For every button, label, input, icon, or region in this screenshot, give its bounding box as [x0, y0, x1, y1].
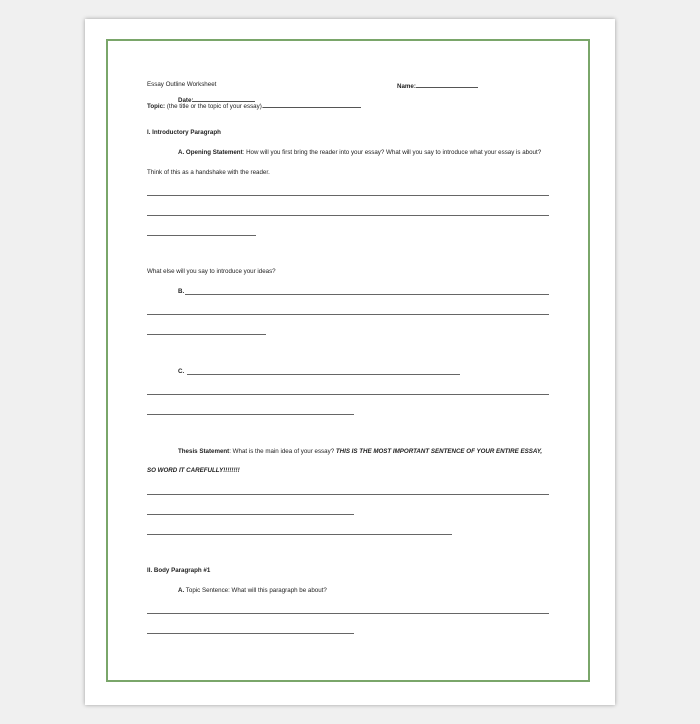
- answer-line[interactable]: [147, 514, 354, 515]
- answer-line[interactable]: [147, 494, 549, 495]
- thesis-prompt: [178, 448, 542, 456]
- name-label: Name:: [397, 83, 416, 90]
- topic-field[interactable]: [147, 101, 361, 111]
- opening-statement-label: A. Opening Statement: [178, 149, 243, 156]
- answer-line[interactable]: [147, 633, 354, 634]
- topic-label: Topic:: [147, 103, 166, 110]
- answer-line[interactable]: [147, 534, 452, 535]
- name-field[interactable]: [397, 81, 478, 91]
- point-c-label: C.: [178, 368, 185, 375]
- point-b-line[interactable]: [185, 294, 549, 295]
- point-b-label: B.: [178, 288, 185, 295]
- topic-sentence-label: A.: [178, 587, 185, 594]
- date-label: Date:: [178, 97, 194, 104]
- opening-statement-prompt: [178, 149, 541, 157]
- answer-line[interactable]: [147, 235, 256, 236]
- topic-blank[interactable]: [263, 101, 361, 108]
- answer-line[interactable]: [147, 314, 549, 315]
- opening-statement-note: Think of this as a handshake with the reader.: [147, 169, 270, 176]
- topic-hint: (the title or the topic of your essay).: [166, 103, 264, 110]
- section-heading-intro: I. Introductory Paragraph: [147, 129, 221, 136]
- answer-line[interactable]: [147, 613, 549, 614]
- answer-line[interactable]: [147, 334, 266, 335]
- point-c-line[interactable]: [187, 374, 460, 375]
- answer-line[interactable]: [147, 195, 549, 196]
- topic-sentence-question: Topic Sentence: What will this paragraph be about?: [184, 587, 327, 594]
- else-question: What else will you say to introduce your ideas?: [147, 268, 276, 275]
- section-heading-body-1: II. Body Paragraph #1: [147, 567, 211, 574]
- answer-line[interactable]: [147, 394, 549, 395]
- thesis-emphasis: THIS IS THE MOST IMPORTANT SENTENCE OF YOUR ENTIRE ESSAY,: [335, 448, 543, 455]
- thesis-label: Thesis Statement: [178, 448, 230, 455]
- name-blank[interactable]: [416, 81, 478, 88]
- worksheet-title: Essay Outline Worksheet: [147, 81, 217, 88]
- thesis-question: : What is the main idea of your essay?: [229, 448, 336, 455]
- topic-sentence-prompt: [178, 587, 327, 595]
- answer-line[interactable]: [147, 215, 549, 216]
- answer-line[interactable]: [147, 414, 354, 415]
- opening-statement-question: : How will you first bring the reader into your essay? What will you say to introduce what your essay is about?: [242, 149, 542, 156]
- thesis-emphasis-continued: SO WORD IT CAREFULLY!!!!!!!!: [147, 467, 240, 474]
